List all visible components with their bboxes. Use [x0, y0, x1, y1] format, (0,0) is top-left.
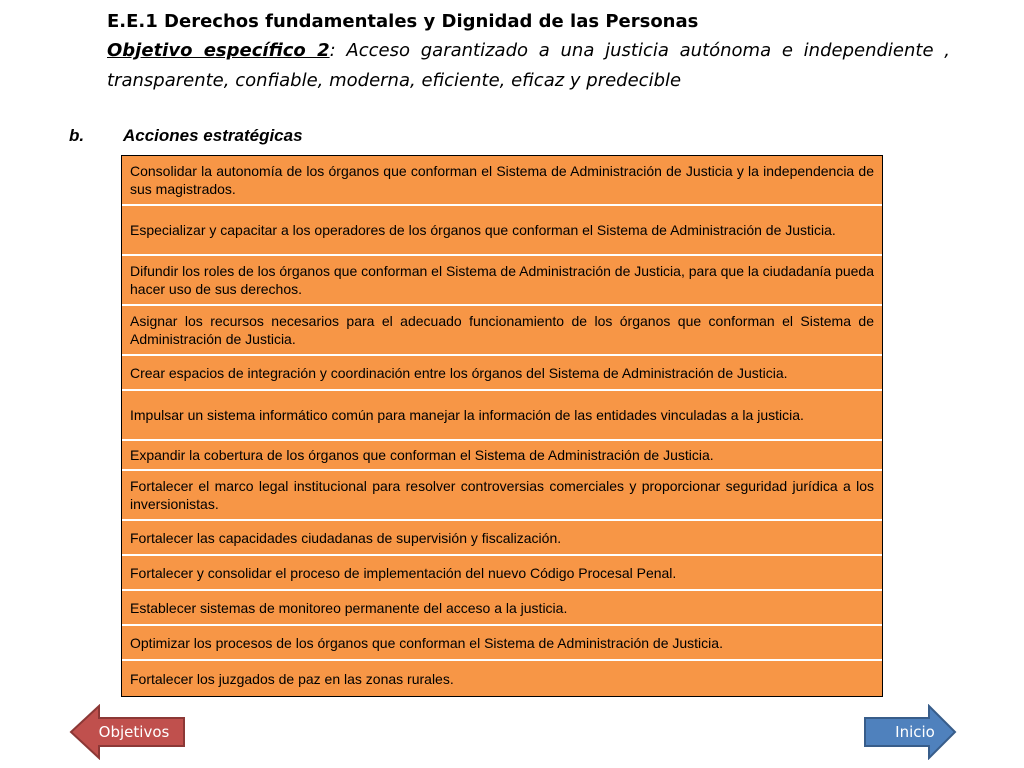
table-row: [122, 391, 882, 441]
table-row: [122, 521, 882, 556]
actions-table: [121, 155, 883, 697]
table-cell: Difundir los roles de los órganos que conforman el Sistema de Administración de Justicia, para que la ciudadanía pueda hacer uso de sus derechos.: [130, 263, 874, 297]
table-row: [122, 591, 882, 626]
table-row: [122, 556, 882, 591]
table-cell: Crear espacios de integración y coordinación entre los órganos del Sistema de Administración de Justicia.: [130, 364, 788, 381]
table-row: [122, 471, 882, 521]
table-cell: Asignar los recursos necesarios para el adecuado funcionamiento de los órganos que conforman el Sistema de Administración de Justicia.: [130, 313, 874, 347]
table-cell: Fortalecer las capacidades ciudadanas de supervisión y fiscalización.: [130, 529, 562, 546]
table-cell: Expandir la cobertura de los órganos que conforman el Sistema de Administración de Justicia.: [130, 447, 714, 463]
table-cell: Establecer sistemas de monitoreo permanente del acceso a la justicia.: [130, 599, 568, 616]
section-title: Acciones estratégicas: [123, 126, 303, 145]
slide-header: [107, 8, 950, 96]
table-row: [122, 626, 882, 661]
objective-paragraph: [107, 36, 950, 96]
table-row: [122, 441, 882, 471]
table-row: [122, 256, 882, 306]
table-row: [122, 156, 882, 206]
table-row: [122, 356, 882, 391]
objective-text: Acceso garantizado a una justicia autónoma e independiente , transparente, confiable, moderna, eficiente, eficaz y predecible: [107, 40, 951, 91]
inicio-button[interactable]: [862, 704, 958, 760]
table-row: [122, 661, 882, 696]
objetivos-button-label: Objetivos: [98, 723, 170, 741]
table-row: [122, 306, 882, 356]
table-cell: Optimizar los procesos de los órganos que conforman el Sistema de Administración de Justicia.: [130, 634, 723, 651]
table-cell: Fortalecer y consolidar el proceso de implementación del nuevo Código Procesal Penal.: [130, 564, 677, 581]
table-cell: Consolidar la autonomía de los órganos que conforman el Sistema de Administración de Justicia y la independencia de sus magistrados.: [130, 163, 874, 197]
table-cell: Impulsar un sistema informático común para manejar la información de las entidades vinculadas a la justicia.: [130, 407, 804, 423]
objective-label: Objetivo específico 2: [107, 40, 330, 61]
table-cell: Fortalecer los juzgados de paz en las zonas rurales.: [130, 670, 454, 687]
table-cell: Fortalecer el marco legal institucional para resolver controversias comerciales y proporcionar seguridad jurídica a los inversionistas.: [130, 478, 874, 512]
table-cell: Especializar y capacitar a los operadores de los órganos que conforman el Sistema de Administración de Justicia.: [130, 222, 836, 238]
section-heading: [69, 125, 303, 147]
objetivos-button[interactable]: [68, 704, 188, 760]
table-row: [122, 206, 882, 256]
page-title: E.E.1 Derechos fundamentales y Dignidad de las Personas: [107, 11, 699, 32]
inicio-button-label: Inicio: [895, 723, 935, 741]
section-letter: b.: [69, 126, 85, 145]
objective-colon: :: [329, 40, 336, 61]
